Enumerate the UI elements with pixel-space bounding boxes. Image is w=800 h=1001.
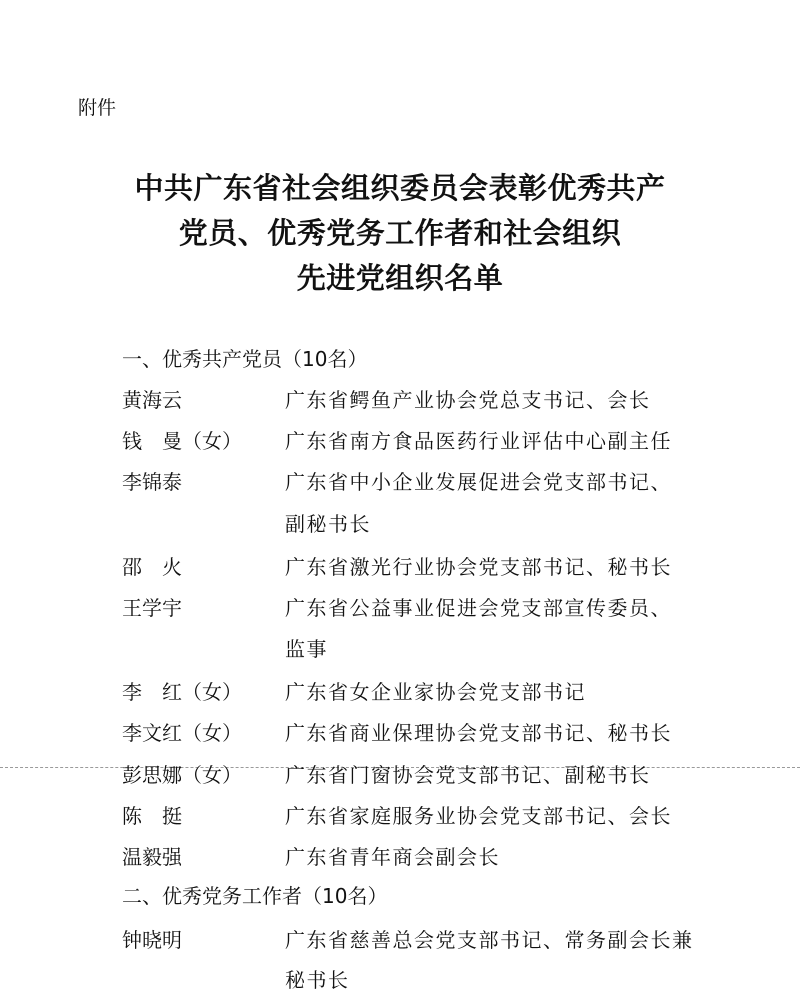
list-item-desc: 广东省激光行业协会党支部书记、秘书长 — [285, 555, 672, 579]
list-item-name: 李锦泰 — [122, 470, 182, 494]
list-item-name: 彭思娜（女） — [122, 763, 242, 787]
list-item-desc-continued: 秘书长 — [285, 968, 350, 992]
list-item-desc-continued: 副秘书长 — [285, 512, 371, 536]
list-item-desc: 广东省慈善总会党支部书记、常务副会长兼 — [285, 928, 694, 952]
list-item-desc: 广东省女企业家协会党支部书记 — [285, 680, 586, 704]
list-item-name: 陈 挺 — [122, 804, 182, 828]
list-item-name: 李 红（女） — [122, 680, 242, 704]
list-item-desc-continued: 监事 — [285, 637, 328, 661]
title-line-2: 党员、优秀党务工作者和社会组织 — [178, 216, 622, 250]
list-item-desc: 广东省门窗协会党支部书记、副秘书长 — [285, 763, 651, 787]
list-item-desc: 广东省青年商会副会长 — [285, 845, 500, 869]
attachment-label: 附件 — [78, 97, 117, 119]
list-item-name: 钱 曼（女） — [122, 429, 242, 453]
list-item-desc: 广东省公益事业促进会党支部宣传委员、 — [285, 596, 672, 620]
list-item-name: 温毅强 — [122, 845, 182, 869]
title-line-3: 先进党组织名单 — [296, 261, 504, 295]
title-line-1: 中共广东省社会组织委员会表彰优秀共产 — [134, 171, 666, 205]
list-item-desc: 广东省中小企业发展促进会党支部书记、 — [285, 470, 672, 494]
section-heading-excellent-workers: 二、优秀党务工作者（10名） — [122, 884, 388, 908]
list-item-desc: 广东省南方食品医药行业评估中心副主任 — [285, 429, 672, 453]
list-item-name: 李文红（女） — [122, 721, 242, 745]
list-item-name: 钟晓明 — [122, 928, 182, 952]
list-item-desc: 广东省鳄鱼产业协会党总支书记、会长 — [285, 388, 651, 412]
list-item-name: 王学宇 — [122, 596, 182, 620]
section-heading-excellent-members: 一、优秀共产党员（10名） — [122, 347, 368, 371]
list-item-desc: 广东省商业保理协会党支部书记、秘书长 — [285, 721, 672, 745]
list-item-desc: 广东省家庭服务业协会党支部书记、会长 — [285, 804, 672, 828]
list-item-name: 黄海云 — [122, 388, 182, 412]
list-item-name: 邵 火 — [122, 555, 182, 579]
